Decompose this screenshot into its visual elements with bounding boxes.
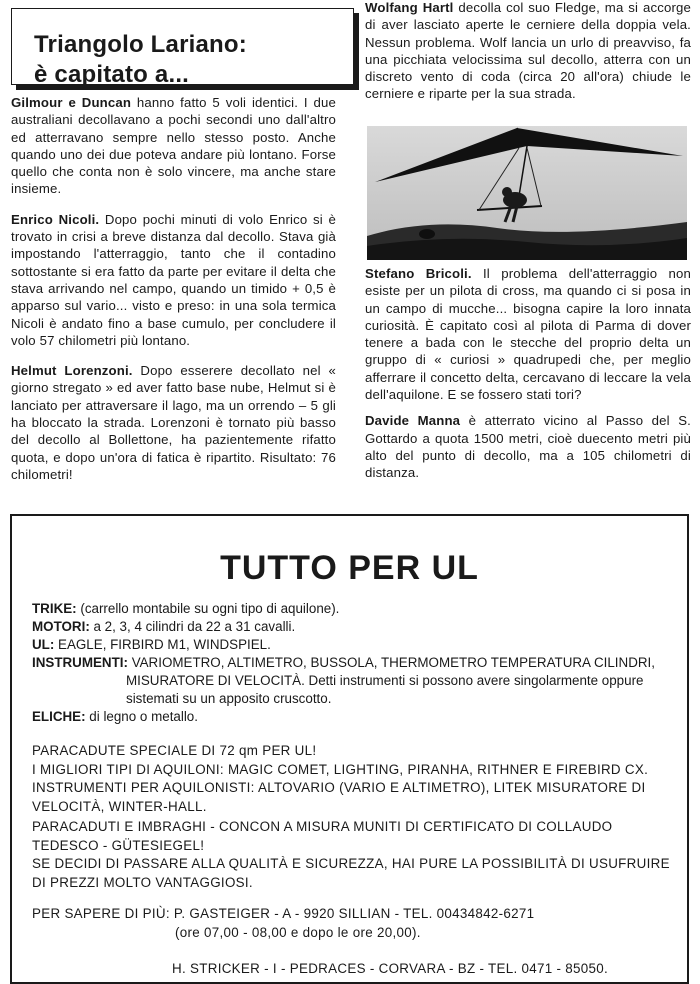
ad-contact-line: H. STRICKER - I - PEDRACES - CORVARA - BZ - TEL. 0471 - 85050. [172,961,609,976]
entry-pilot-name: Enrico Nicoli. [11,211,100,227]
entry-pilot-name: Davide Manna [365,413,461,429]
advertisement-box [10,514,689,984]
entry-pilot-name: Wolfang Hartl [365,0,454,15]
entry-paragraph [365,0,691,103]
ad-spec-item [32,708,682,726]
entry-text: è atterrato vicino al Passo del S. Gottardo a quota 1500 metri, cioè duecento metri più alto del punto di decollo, ma a 105 chilometri di distanza. [365,413,691,481]
ad-offer-line: I MIGLIORI TIPI DI AQUILONI: MAGIC COMET, LIGHTING, PIRANHA, RITHNER E FIREBIRD CX. [32,761,649,777]
entry-pilot-name: Helmut Lorenzoni. [11,363,133,379]
ad-spec-label: INSTRUMENTI: [32,655,128,670]
ad-spec-text: VARIOMETRO, ALTIMETRO, BUSSOLA, THERMOMETRO TEMPERATURA CILINDRI, MISURATORE DI VELOCITÀ. Detti instrumenti si possono avere singolarmente oppure sistemati su un apposito cruscotto. [126,655,655,706]
ad-contact-1 [32,905,682,942]
entry-text: decolla col suo Fledge, ma si accorge di aver lasciato aperte le cerniere della doppia vela. Nessun problema. Wolf lancia un urlo di preavviso, fa una picchiata velocissima sul decollo, atterra con un discreto vento di coda (circa 20 all'ora) chiude le cerniere e riparte per la sua strada. [365,0,691,102]
entry-paragraph [365,265,691,403]
entry-text: hanno fatto 5 voli identici. I due australiani decollavano a pochi secondi uno dall'altro ed atterravano sempre nello stesso posto. Anche quando uno dei due poteva andare più lontano. Forse quello che conta non è solo vincere, ma anche stare insieme. [11,95,336,197]
ad-spec-item [32,600,682,618]
ad-spec-item [32,618,682,636]
entry-pilot-name: Gilmour e Duncan [11,95,132,110]
ad-contact-hours: (ore 07,00 - 08,00 e dopo le ore 20,00). [175,924,421,940]
right-column-bottom [365,265,691,495]
ad-spec-item [32,654,682,708]
ad-spec-label: TRIKE: [32,601,77,616]
entry-text: Dopo pochi minuti di volo Enrico si è trovato in crisi a breve distanza dal decollo. Stava già impostando l'atterraggio, tanto che il contadino sottostante si era fatto da parte per evitare il delta che stava arrivando nel campo, quando un timido + 0,5 è apparso sul vario... visto e preso: in una sola termica Nicoli è andato fino a base cumulo, per concludere il volo 57 chilometri più lontano. [11,211,337,348]
article-title [34,30,247,90]
hang-glider-illustration [367,126,687,260]
hang-glider-photo [367,126,687,260]
article-title-box [11,8,354,88]
entry-text: Dopo esserere decollato nel « giorno stregato » ed aver fatto base nube, Helmut si è lanciato per attraversare il lago, ma un orrendo – 5 gli ha bloccato la strada. Lorenzoni è tornato più basso del decollo al Bollettone, ha pazientemente rifatto quota, e dopo un'ora di fatica è ripartito. Risultato: 76 chilometri! [11,363,337,482]
ad-offer-line: INSTRUMENTI PER AQUILONISTI: ALTOVARIO (VARIO E ALTIMETRO), LITEK MISURATORE DI VELOCITÀ, WINTER-HALL. [32,780,646,814]
ad-contact-line: PER SAPERE DI PIÙ: P. GASTEIGER - A - 9920 SILLIAN - TEL. 00434842-6271 [32,906,535,921]
ad-title: TUTTO PER UL [220,549,479,587]
ad-contact-2 [172,960,672,979]
right-column-top [365,0,691,116]
ad-offer-line: PARACADUTI E IMBRAGHI - CONCON A MISURA MUNITI DI CERTIFICATO DI COLLAUDO TEDESCO - GÜTESIEGEL! [32,819,613,853]
entry-pilot-name: Stefano Bricoli. [365,266,472,281]
ad-offers [32,742,682,892]
entry-paragraph [365,412,691,481]
entry-text: Il problema dell'atterraggio non esiste per un pilota di cross, ma quando ci si posa in un campo di mucche... bisogna capire la loro innata curiosità. È capitato così al pilota di Parma di dover tenere a bada con le stecche del proprio delta un gruppo di « curiosi » quadrupedi che, per meglio afferrare il concetto delta, cercavano di leccare la vela dell'aquilone. E se fossero stati tori? [365,266,692,403]
article-title-line-1: Triangolo Lariano: [34,31,247,58]
ad-spec-list [32,600,682,726]
ad-spec-label: MOTORI: [32,619,90,634]
ad-spec-text: a 2, 3, 4 cilindri da 22 a 31 cavalli. [89,619,296,634]
ad-spec-label: UL: [32,637,55,652]
ad-offer-line: SE DECIDI DI PASSARE ALLA QUALITÀ E SICUREZZA, HAI PURE LA POSSIBILITÀ DI USUFRUIRE DI PREZZI MOLTO VANTAGGIOSI. [32,856,670,890]
ad-spec-item [32,636,682,654]
ad-spec-text: (carrello montabile su ogni tipo di aquilone). [76,601,340,616]
left-column [11,94,336,496]
entry-paragraph [11,211,336,349]
ad-spec-label: ELICHE: [32,709,86,724]
ad-offer-line: PARACADUTE SPECIALE DI 72 qm PER UL! [32,743,317,758]
entry-paragraph [11,94,336,198]
ad-spec-text: di legno o metallo. [85,709,198,724]
article-title-line-2: è capitato a... [34,61,190,88]
ad-spec-text: EAGLE, FIRBIRD M1, WINDSPIEL. [54,637,271,652]
entry-paragraph [11,362,336,483]
